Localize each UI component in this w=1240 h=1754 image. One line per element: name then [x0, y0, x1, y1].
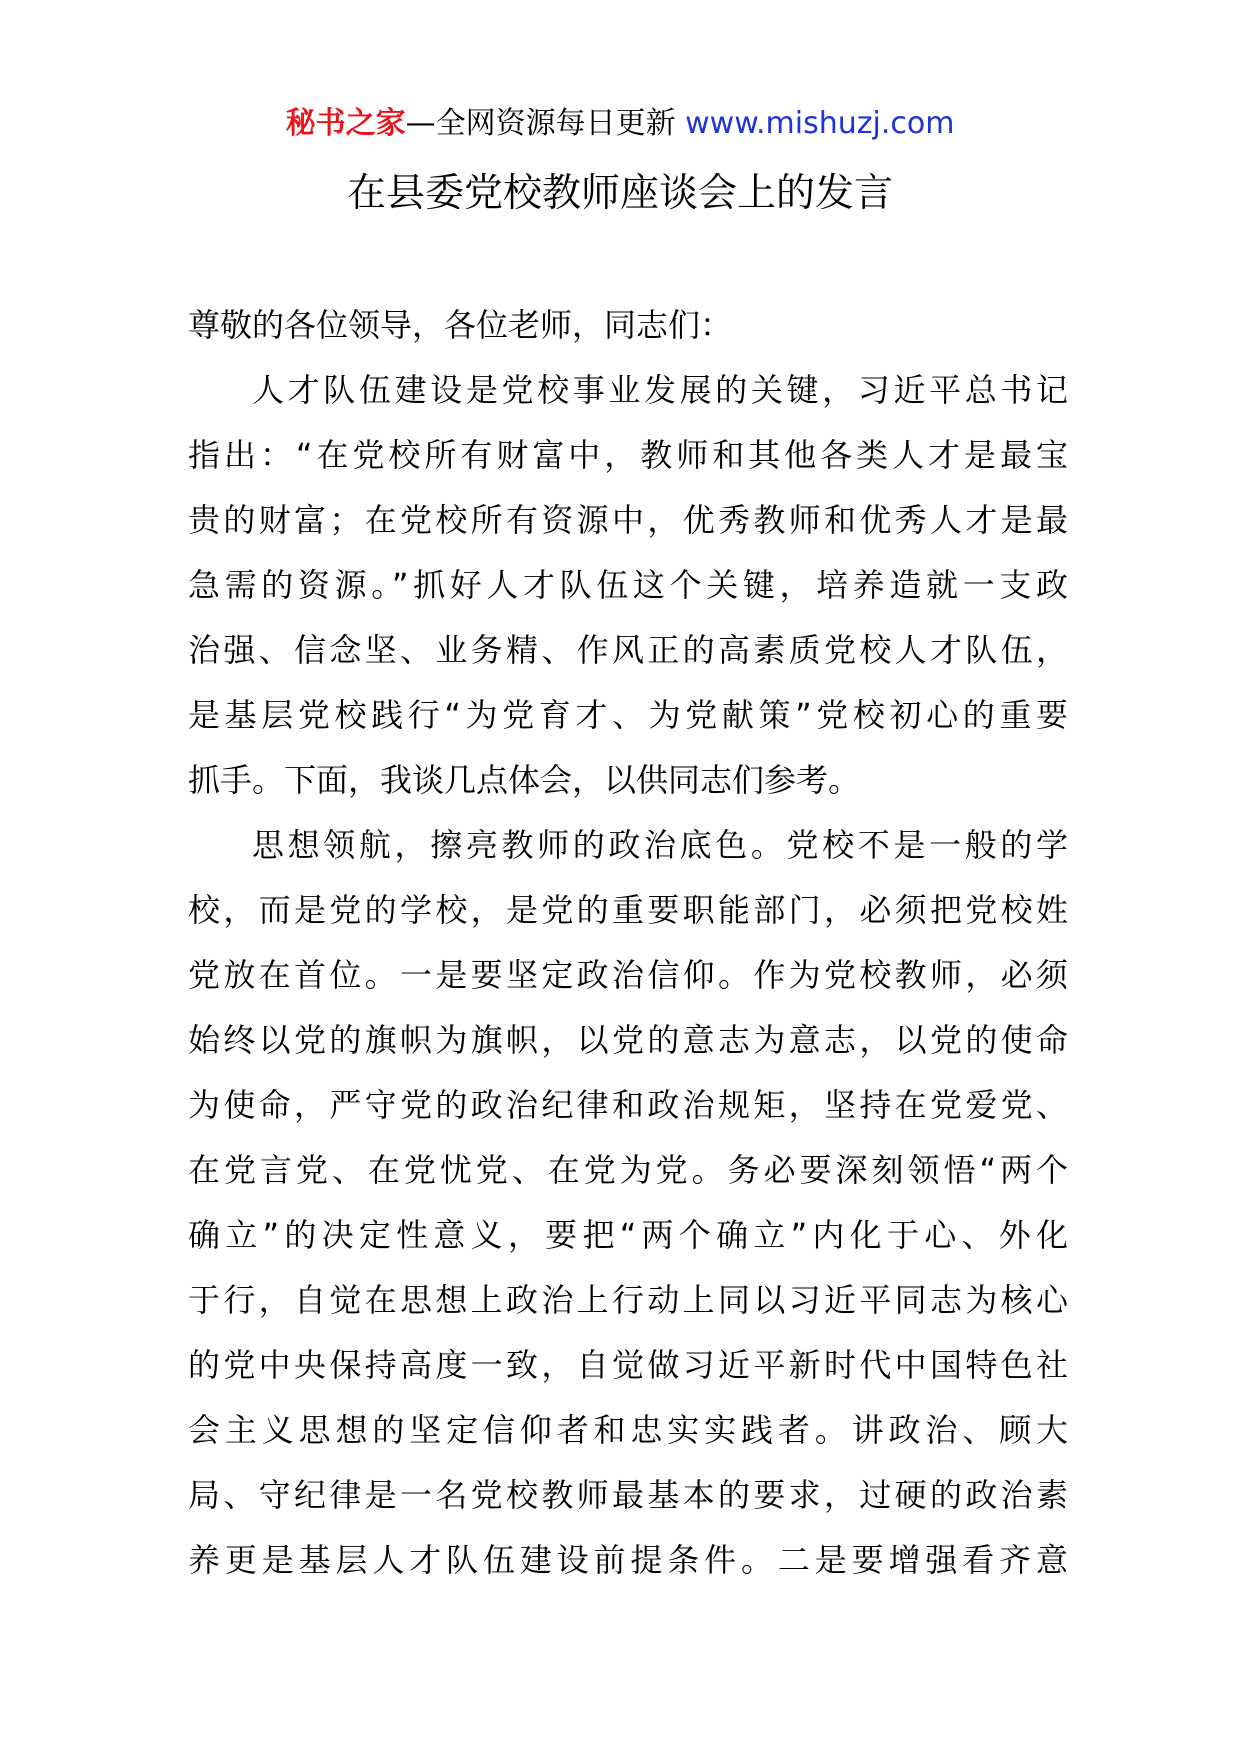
paragraph-2-line-3: 党放在首位。一是要坚定政治信仰。作为党校教师，必须	[188, 956, 1068, 994]
paragraph-1-line-4: 急需的资源。”抓好人才队伍这个关键，培养造就一支政	[188, 566, 1068, 604]
paragraph-2-line-1: 思想领航，擦亮教师的政治底色。党校不是一般的学	[252, 826, 1068, 864]
paragraph-2-line-5: 为使命，严守党的政治纪律和政治规矩，坚持在党爱党、	[188, 1086, 1068, 1124]
site-url-link[interactable]: www.mishuzj.com	[685, 106, 955, 141]
paragraph-1-line-7: 抓手。下面，我谈几点体会，以供同志们参考。	[188, 761, 861, 799]
site-tagline: —全网资源每日更新	[405, 106, 686, 141]
document-body	[188, 293, 1068, 1593]
paragraph-2-line-8: 于行，自觉在思想上政治上行动上同以习近平同志为核心	[188, 1281, 1068, 1319]
paragraph-1-line-3: 贵的财富；在党校所有资源中，优秀教师和优秀人才是最	[188, 501, 1068, 539]
paragraph-1-line-6: 是基层党校践行“为党育才、为党献策”党校初心的重要	[188, 696, 1068, 734]
paragraph-1-line-5: 治强、信念坚、业务精、作风正的高素质党校人才队伍，	[188, 631, 1068, 669]
salutation-line: 尊敬的各位领导，各位老师，同志们：	[188, 306, 733, 344]
paragraph-2-line-11: 局、守纪律是一名党校教师最基本的要求，过硬的政治素	[188, 1476, 1068, 1514]
paragraph-2-line-2: 校，而是党的学校，是党的重要职能部门，必须把党校姓	[188, 891, 1068, 929]
paragraph-2-line-7: 确立”的决定性意义，要把“两个确立”内化于心、外化	[188, 1216, 1068, 1254]
paragraph-2-line-12: 养更是基层人才队伍建设前提条件。二是要增强看齐意	[188, 1541, 1068, 1579]
paragraph-1-line-2: 指出：“在党校所有财富中，教师和其他各类人才是最宝	[188, 436, 1068, 474]
document-title: 在县委党校教师座谈会上的发言	[346, 171, 893, 216]
site-brand: 秘书之家	[285, 106, 406, 141]
paragraph-1-line-1: 人才队伍建设是党校事业发展的关键，习近平总书记	[252, 371, 1068, 409]
paragraph-2-line-6: 在党言党、在党忧党、在党为党。务必要深刻领悟“两个	[188, 1151, 1068, 1189]
site-header	[0, 102, 1240, 146]
paragraph-2-line-10: 会主义思想的坚定信仰者和忠实实践者。讲政治、顾大	[188, 1411, 1068, 1449]
paragraph-2-line-4: 始终以党的旗帜为旗帜，以党的意志为意志，以党的使命	[188, 1021, 1068, 1059]
paragraph-2-line-9: 的党中央保持高度一致，自觉做习近平新时代中国特色社	[188, 1346, 1068, 1384]
